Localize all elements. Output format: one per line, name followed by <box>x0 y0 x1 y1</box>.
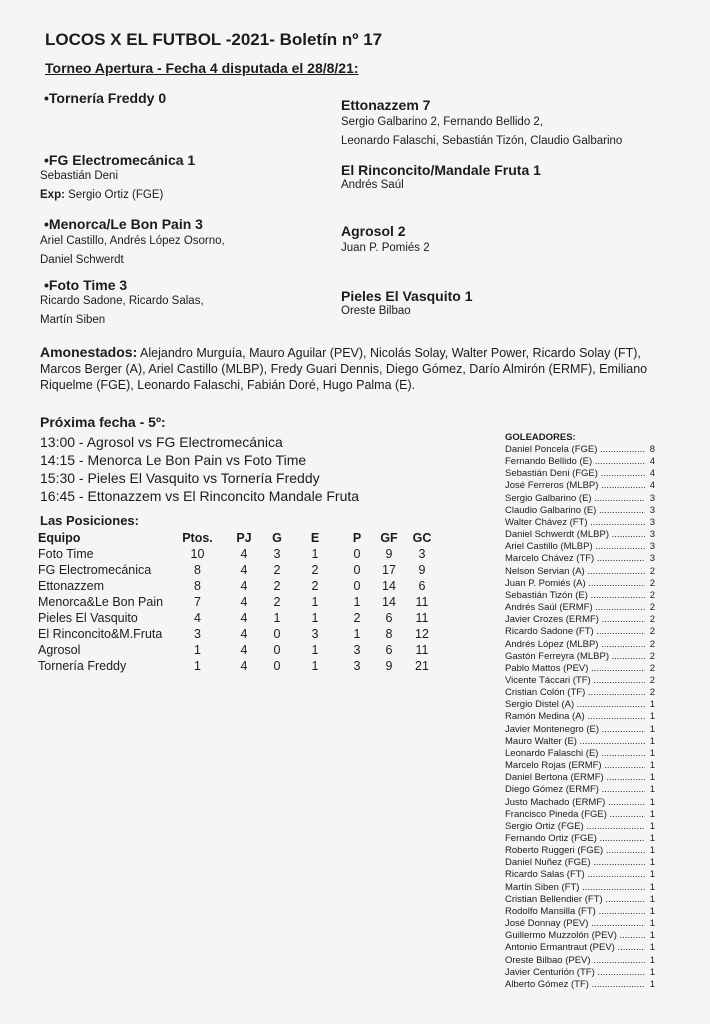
amonestados-label: Amonestados: <box>40 344 138 360</box>
team-name-cell: Pieles El Vasquito <box>38 611 138 625</box>
scorer-goals: 2 <box>649 638 655 650</box>
scorer-name: Diego Gómez (ERMF) ..... <box>505 784 645 796</box>
scorer-name: Gastón Ferreyra (MLBP) ..... <box>505 651 645 663</box>
scorer-name: Ariel Castillo (MLBP) ..... <box>505 541 645 553</box>
scorer-name: Marcelo Rojas (ERMF) ..... <box>505 760 645 772</box>
table-row <box>38 546 441 562</box>
team-name-cell: Tornería Freddy <box>38 659 127 673</box>
list-item <box>505 955 655 967</box>
expulsion-line <box>40 186 163 205</box>
list-item <box>505 942 655 954</box>
stat-cell: 2 <box>353 611 361 625</box>
scorer-name: Javier Crozes (ERMF) ..... <box>505 614 645 626</box>
scorer-name: Guillermo Muzzolón (PEV) ..... <box>505 930 645 942</box>
list-item <box>505 590 655 602</box>
team-name-cell: Menorca&Le Bon Pain <box>38 595 164 609</box>
list-item <box>505 869 655 881</box>
scorer-name: Walter Chávez (FT) ..... <box>505 517 645 529</box>
team-name-cell: Foto Time <box>38 547 94 561</box>
scorer-name: Daniel Poncela (FGE) ..... <box>505 444 645 456</box>
stat-cell: 4 <box>240 595 248 609</box>
table-row <box>38 642 441 658</box>
scorer-name: Antonio Ermantraut (PEV) ..... <box>505 942 645 954</box>
scorer-line: Juan P. Pomiés 2 <box>341 242 430 254</box>
fixture-item: 13:00 - Agrosol vs FG Electromecánica <box>40 434 283 450</box>
scorer-name: Nelson Servian (A) ..... <box>505 566 645 578</box>
stat-cell: 0 <box>273 627 281 641</box>
list-item <box>505 444 655 456</box>
stat-cell: 9 <box>385 659 393 673</box>
list-item <box>505 566 655 578</box>
list-item <box>505 505 655 517</box>
scorer-name: José Donnay (PEV) ..... <box>505 918 645 930</box>
list-item <box>505 833 655 845</box>
list-item <box>505 784 655 796</box>
match-3-away-scorers <box>341 239 430 258</box>
table-row <box>38 562 441 578</box>
fixture-item: 15:30 - Pieles El Vasquito vs Tornería Freddy <box>40 470 320 486</box>
standings-header-row <box>38 530 441 546</box>
scorer-goals: 1 <box>649 820 655 832</box>
scorer-name: Ramón Medina (A) ..... <box>505 711 645 723</box>
header-gf: GF <box>380 531 398 545</box>
list-item <box>505 979 655 991</box>
scorer-name: Juan P. Pomiés (A) ..... <box>505 578 645 590</box>
header-e: E <box>310 531 320 545</box>
match-2-home-scorers <box>40 167 163 205</box>
scorer-goals: 1 <box>649 942 655 954</box>
list-item <box>505 663 655 675</box>
scorer-name: Daniel Nuñez (FGE) ..... <box>505 857 645 869</box>
stat-cell: 2 <box>273 595 281 609</box>
expulsion-label: Exp: <box>40 189 65 201</box>
scorer-line: Leonardo Falaschi, Sebastián Tizón, Claudio Galbarino <box>341 135 623 147</box>
list-item <box>505 736 655 748</box>
match-1-away-team: Ettonazzem 7 <box>341 97 431 113</box>
stat-cell: 6 <box>418 579 426 593</box>
stat-cell: 3 <box>353 643 361 657</box>
list-item <box>505 772 655 784</box>
team-name-cell: Ettonazzem <box>38 579 105 593</box>
scorer-goals: 1 <box>649 930 655 942</box>
scorer-name: Sergio Distel (A) ..... <box>505 699 645 711</box>
scorer-goals: 1 <box>649 966 655 978</box>
scorer-name: Daniel Schwerdt (MLBP) ..... <box>505 529 645 541</box>
goleadores-label: GOLEADORES: <box>505 432 576 443</box>
scorer-goals: 4 <box>649 480 655 492</box>
stat-cell: 4 <box>240 563 248 577</box>
scorer-goals: 3 <box>649 492 655 504</box>
stat-cell: 4 <box>240 627 248 641</box>
stat-cell: 2 <box>311 579 319 593</box>
list-item <box>505 711 655 723</box>
stat-cell: 7 <box>194 595 201 609</box>
stat-cell: 11 <box>415 643 429 657</box>
scorer-goals: 2 <box>649 565 655 577</box>
proxima-fecha-list <box>40 433 359 505</box>
stat-cell: 4 <box>194 611 201 625</box>
list-item <box>505 578 655 590</box>
scorer-name: Sebastián Deni (FGE) ..... <box>505 468 645 480</box>
list-item <box>505 529 655 541</box>
scorer-name: Andrés López (MLBP) ..... <box>505 639 645 651</box>
list-item <box>505 687 655 699</box>
posiciones-label: Las Posiciones: <box>40 513 139 528</box>
list-item <box>505 493 655 505</box>
match-2-away-team: El Rinconcito/Mandale Fruta 1 <box>341 162 541 178</box>
scorer-goals: 1 <box>649 978 655 990</box>
team-name-cell: FG Electromecánica <box>38 563 152 577</box>
scorer-goals: 1 <box>649 857 655 869</box>
list-item <box>505 675 655 687</box>
scorer-name: Leonardo Falaschi (E) ..... <box>505 748 645 760</box>
stat-cell: 1 <box>311 659 319 673</box>
scorer-name: Martín Siben (FT) ..... <box>505 882 645 894</box>
stat-cell: 10 <box>190 547 205 561</box>
stat-cell: 6 <box>385 643 393 657</box>
header-pj: PJ <box>236 531 252 545</box>
scorer-name: Sebastián Tizón (E) ..... <box>505 590 645 602</box>
match-4-home-scorers <box>40 292 204 330</box>
scorer-goals: 4 <box>649 456 655 468</box>
scorer-goals: 3 <box>649 516 655 528</box>
scorer-name: Fernando Ortiz (FGE) ..... <box>505 833 645 845</box>
scorer-line: Andrés Saúl <box>341 179 404 191</box>
stat-cell: 0 <box>353 579 361 593</box>
goleadores-list <box>505 444 655 991</box>
list-item <box>505 821 655 833</box>
match-2-away-scorers <box>341 176 404 195</box>
list-item <box>505 894 655 906</box>
stat-cell: 1 <box>353 595 361 609</box>
stat-cell: 4 <box>240 579 248 593</box>
expulsion-name: Sergio Ortiz (FGE) <box>68 189 164 201</box>
stat-cell: 3 <box>353 659 361 673</box>
scorer-name: Ricardo Salas (FT) ..... <box>505 869 645 881</box>
stat-cell: 3 <box>418 547 426 561</box>
stat-cell: 4 <box>240 643 248 657</box>
scorer-goals: 2 <box>649 626 655 638</box>
list-item <box>505 639 655 651</box>
match-3-home-team: •Menorca/Le Bon Pain 3 <box>44 216 203 232</box>
scorer-name: Sergio Galbarino (E) ..... <box>505 493 645 505</box>
stat-cell: 4 <box>240 659 248 673</box>
scorer-goals: 1 <box>649 893 655 905</box>
scorer-name: Cristian Bellendier (FT) ..... <box>505 894 645 906</box>
list-item <box>505 541 655 553</box>
stat-cell: 9 <box>418 563 426 577</box>
scorer-goals: 1 <box>649 784 655 796</box>
table-row <box>38 610 441 626</box>
list-item <box>505 797 655 809</box>
scorer-name: Pablo Mattos (PEV) ..... <box>505 663 645 675</box>
list-item <box>505 809 655 821</box>
scorer-name: Vicente Táccari (TF) ..... <box>505 675 645 687</box>
list-item <box>505 906 655 918</box>
team-name-cell: El Rinconcito&M.Fruta <box>38 627 163 641</box>
scorer-goals: 4 <box>649 468 655 480</box>
match-4-away-team: Pieles El Vasquito 1 <box>341 288 473 304</box>
stat-cell: 3 <box>273 547 281 561</box>
stat-cell: 0 <box>353 563 361 577</box>
list-item <box>505 480 655 492</box>
scorer-goals: 3 <box>649 529 655 541</box>
amonestados-section <box>40 344 670 393</box>
scorer-goals: 1 <box>649 808 655 820</box>
list-item <box>505 553 655 565</box>
header-p: P <box>352 531 362 545</box>
scorer-name: Javier Montenegro (E) ..... <box>505 724 645 736</box>
stat-cell: 0 <box>273 643 281 657</box>
scorer-goals: 2 <box>649 662 655 674</box>
list-item <box>505 468 655 480</box>
scorer-goals: 1 <box>649 747 655 759</box>
scorer-name: Roberto Ruggeri (FGE) ..... <box>505 845 645 857</box>
stat-cell: 1 <box>353 627 361 641</box>
scorer-name: Oreste Bilbao (PEV) ..... <box>505 955 645 967</box>
scorer-name: Mauro Walter (E) ..... <box>505 736 645 748</box>
header-gc: GC <box>412 531 432 545</box>
scorer-name: Claudio Galbarino (E) ..... <box>505 505 645 517</box>
stat-cell: 1 <box>311 643 319 657</box>
scorer-goals: 1 <box>649 869 655 881</box>
stat-cell: 2 <box>273 563 281 577</box>
scorer-line: Sergio Galbarino 2, Fernando Bellido 2, <box>341 116 544 128</box>
stat-cell: 0 <box>353 547 361 561</box>
stat-cell: 21 <box>415 659 429 673</box>
list-item <box>505 699 655 711</box>
list-item <box>505 651 655 663</box>
stat-cell: 14 <box>382 579 396 593</box>
scorer-goals: 1 <box>649 723 655 735</box>
stat-cell: 11 <box>415 611 429 625</box>
scorer-goals: 1 <box>649 905 655 917</box>
stat-cell: 1 <box>311 547 319 561</box>
scorer-goals: 3 <box>649 541 655 553</box>
list-item <box>505 724 655 736</box>
stat-cell: 1 <box>311 611 319 625</box>
match-4-home-team: •Foto Time 3 <box>44 277 128 293</box>
fixture-item: 16:45 - Ettonazzem vs El Rinconcito Mandale Fruta <box>40 488 360 504</box>
scorer-goals: 2 <box>649 614 655 626</box>
scorer-goals: 1 <box>649 760 655 772</box>
stat-cell: 12 <box>415 627 429 641</box>
scorer-goals: 2 <box>649 602 655 614</box>
list-item <box>505 626 655 638</box>
list-item <box>505 748 655 760</box>
scorer-line: Sebastián Deni <box>40 170 118 182</box>
match-3-home-scorers <box>40 232 225 270</box>
list-item <box>505 930 655 942</box>
list-item <box>505 845 655 857</box>
scorer-goals: 1 <box>649 711 655 723</box>
scorer-goals: 1 <box>649 881 655 893</box>
stat-cell: 8 <box>194 563 201 577</box>
header-equipo: Equipo <box>38 531 81 545</box>
list-item <box>505 517 655 529</box>
amonestados-text: Alejandro Murguía, Mauro Aguilar (PEV), Nicolás Solay, Walter Power, Ricardo Solay (FT), Marcos Berger (A), Ariel Castillo (MLBP), Fredy Guari Dennis, Diego Gómez, Darío Almirón (ERMF), Emiliano Riquelme (FGE), Leonardo Falaschi, Fabián Doré, Hugo Palma (E). <box>40 346 648 392</box>
scorer-name: Daniel Bertona (ERMF) ..... <box>505 772 645 784</box>
page-title: LOCOS X EL FUTBOL -2021- Boletín nº 17 <box>45 30 383 49</box>
scorer-goals: 1 <box>649 699 655 711</box>
scorer-goals: 1 <box>649 918 655 930</box>
scorer-line: Daniel Schwerdt <box>40 254 124 266</box>
scorer-line: Ricardo Sadone, Ricardo Salas, <box>40 295 204 307</box>
stat-cell: 6 <box>385 611 393 625</box>
list-item <box>505 760 655 772</box>
stat-cell: 1 <box>311 595 319 609</box>
scorer-name: Javier Centurión (TF) ..... <box>505 967 645 979</box>
table-row <box>38 594 441 610</box>
table-row <box>38 626 441 642</box>
match-3-away-team: Agrosol 2 <box>341 223 406 239</box>
scorer-name: Francisco Pineda (FGE) ..... <box>505 809 645 821</box>
stat-cell: 8 <box>194 579 201 593</box>
stat-cell: 14 <box>382 595 396 609</box>
stat-cell: 3 <box>194 627 201 641</box>
stat-cell: 0 <box>273 659 281 673</box>
scorer-name: Sergio Ortiz (FGE) ..... <box>505 821 645 833</box>
standings-table <box>38 530 441 674</box>
scorer-line: Oreste Bilbao <box>341 305 411 317</box>
stat-cell: 1 <box>273 611 281 625</box>
scorer-goals: 2 <box>649 589 655 601</box>
header-ptos: Ptos. <box>182 531 213 545</box>
scorer-name: Marcelo Chávez (TF) ..... <box>505 553 645 565</box>
stat-cell: 4 <box>240 611 248 625</box>
list-item <box>505 857 655 869</box>
scorer-goals: 2 <box>649 674 655 686</box>
stat-cell: 8 <box>385 627 393 641</box>
match-2-home-team: •FG Electromecánica 1 <box>44 152 196 168</box>
scorer-line: Ariel Castillo, Andrés López Osorno, <box>40 235 225 247</box>
scorer-goals: 1 <box>649 954 655 966</box>
stat-cell: 17 <box>382 563 396 577</box>
scorer-goals: 1 <box>649 735 655 747</box>
scorer-goals: 3 <box>649 553 655 565</box>
team-name-cell: Agrosol <box>38 643 81 657</box>
stat-cell: 11 <box>415 595 429 609</box>
list-item <box>505 602 655 614</box>
stat-cell: 1 <box>194 643 201 657</box>
scorer-name: Andrés Saúl (ERMF) ..... <box>505 602 645 614</box>
header-g: G <box>272 531 282 545</box>
scorer-goals: 1 <box>649 845 655 857</box>
scorer-name: Justo Machado (ERMF) ..... <box>505 797 645 809</box>
match-1-away-scorers <box>341 113 622 151</box>
tournament-subtitle: Torneo Apertura - Fecha 4 disputada el 28/8/21: <box>45 60 359 76</box>
proxima-fecha-label: Próxima fecha - 5º: <box>40 414 166 430</box>
list-item <box>505 967 655 979</box>
stat-cell: 4 <box>240 547 248 561</box>
list-item <box>505 882 655 894</box>
scorer-name: José Ferreros (MLBP) ..... <box>505 480 645 492</box>
list-item <box>505 918 655 930</box>
list-item <box>505 614 655 626</box>
list-item <box>505 456 655 468</box>
scorer-name: Alberto Gómez (TF) ..... <box>505 979 645 991</box>
match-4-away-scorers <box>341 302 411 321</box>
scorer-goals: 2 <box>649 687 655 699</box>
table-row <box>38 658 441 674</box>
scorer-name: Rodolfo Mansilla (FT) ..... <box>505 906 645 918</box>
match-1-home-team: •Tornería Freddy 0 <box>44 90 167 106</box>
scorer-goals: 3 <box>649 504 655 516</box>
stat-cell: 2 <box>273 579 281 593</box>
fixture-item: 14:15 - Menorca Le Bon Pain vs Foto Time <box>40 452 307 468</box>
scorer-goals: 1 <box>649 833 655 844</box>
stat-cell: 3 <box>311 627 319 641</box>
scorer-line: Martín Siben <box>40 314 106 326</box>
scorer-goals: 1 <box>649 796 655 808</box>
stat-cell: 1 <box>194 659 201 673</box>
scorer-goals: 8 <box>649 444 655 455</box>
scorer-name: Fernando Bellido (E) ..... <box>505 456 645 468</box>
scorer-goals: 2 <box>649 577 655 589</box>
stat-cell: 9 <box>385 547 393 561</box>
table-row <box>38 578 441 594</box>
scorer-name: Cristian Colón (TF) ..... <box>505 687 645 699</box>
scorer-goals: 2 <box>649 650 655 662</box>
scorer-name: Ricardo Sadone (FT) ..... <box>505 626 645 638</box>
scorer-goals: 1 <box>649 772 655 784</box>
stat-cell: 2 <box>311 563 319 577</box>
